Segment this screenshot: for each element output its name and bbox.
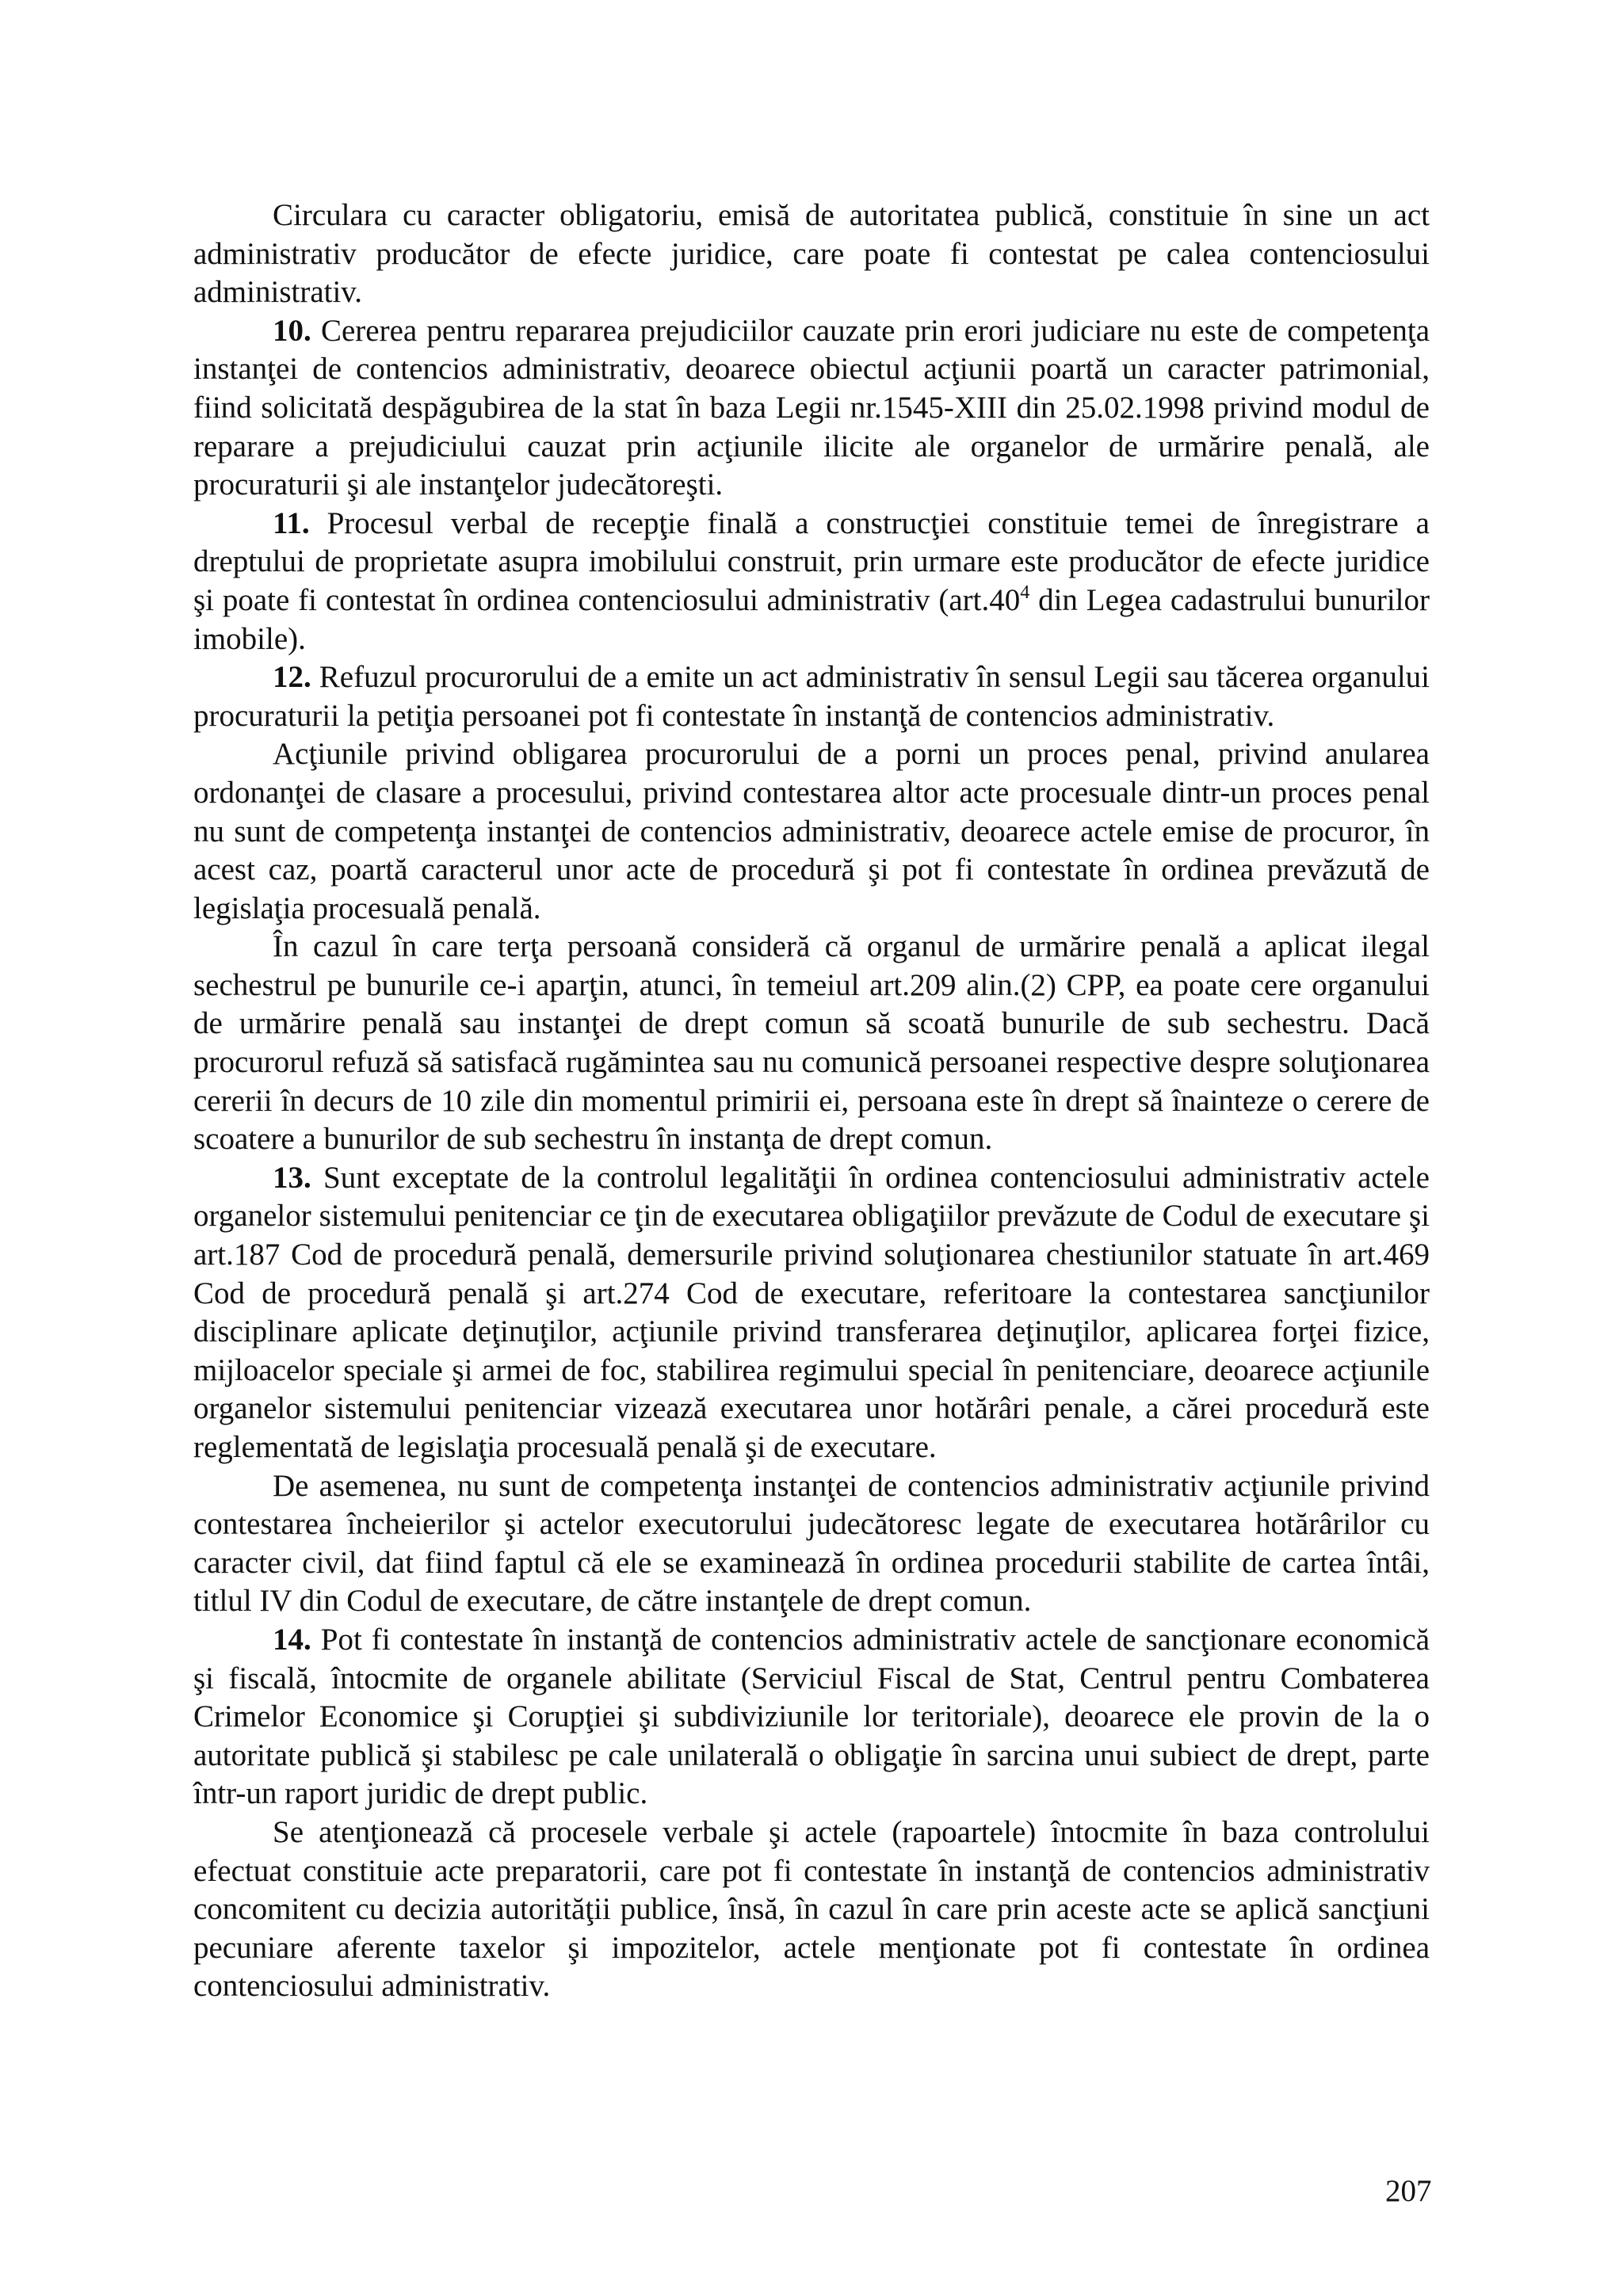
item-number: 10.	[273, 313, 311, 348]
paragraph-item-10: 10. Cererea pentru repararea prejudiciilor cauzate prin erori judiciare nu este de competenţa instanţei de contencios administrativ, deoarece obiectul acţiunii poartă un caracter patrimonial, fiind solicitată despăgubirea de la stat în baza Legii nr.1545-XIII din 25.02.1998 privind modul de reparare a prejudiciului cauzat prin acţiunile ilicite ale organelor de urmărire penală, ale procuraturii şi ale instanţelor judecătoreşti.	[193, 313, 1430, 502]
superscript: 4	[1020, 582, 1030, 603]
paragraph: De asemenea, nu sunt de competenţa instanţei de contencios administrativ acţiunile privind contestarea încheierilor şi actelor executorului judecătoresc legate de executarea hotărârilor cu caracter civil, dat fiind faptul că ele se examinează în ordinea procedurii stabilite de cartea întâi, titlul IV din Codul de executare, de către instanţele de drept comun.	[193, 1468, 1430, 1619]
item-number: 11.	[273, 505, 310, 540]
paragraph: Acţiunile privind obligarea procurorului de a porni un proces penal, privind anularea ordonanţei de clasare a procesului, privind contestarea altor acte procesuale dintr-un proces penal nu sunt de competenţa instanţei de contencios administrativ, deoarece actele emise de procuror, în acest caz, poartă caracterul unor acte de procedură şi pot fi contestate în ordinea prevăzută de legislaţia procesuală penală.	[193, 737, 1430, 925]
paragraph-item-11: 11. Procesul verbal de recepţie finală a construcţiei constituie temei de înregistrare a dreptului de proprietate asupra imobilului construit, prin urmare este producător de efecte juridice şi poate fi contestat în ordinea contenciosului administrativ ($art.40^4$ din Legea cadastrului bunurilor imobile).	[193, 505, 1430, 656]
paragraph: Se atenţionează că procesele verbale şi actele (rapoartele) întocmite în baza controlului efectuat constituie acte preparatorii, care pot fi contestate în instanţă de contencios administrativ concomitent cu decizia autorităţii publice, însă, în cazul în care prin aceste acte se aplică sancţiuni pecuniare aferente taxelor şi impozitelor, actele menţionate pot fi contestate în ordinea contenciosului administrativ.	[193, 1814, 1430, 2004]
page-number: 207	[1385, 2174, 1432, 2208]
item-number: 13.	[273, 1160, 311, 1195]
item-number: 12.	[273, 660, 311, 695]
body-text	[193, 196, 1430, 2006]
paragraph: În cazul în care terţa persoană consideră că organul de urmărire penală a aplicat ilegal sechestrul pe bunurile ce-i aparţin, atunci, în temeiul art.209 alin.(2) CPP, ea poate cere organului de urmărire penală sau instanţei de drept comun să scoată bunurile de sub sechestru. Dacă procurorul refuză să satisfacă rugămintea sau nu comunică persoanei respective despre soluţionarea cererii în decurs de 10 zile din momentul primirii ei, persoana este în drept să înainteze o cerere de scoatere a bunurilor de sub sechestru în instanţa de drept comun.	[193, 929, 1430, 1157]
paragraph: Circulara cu caracter obligatoriu, emisă de autoritatea publică, constituie în sine un act administrativ producător de efecte juridice, care poate fi contestat pe calea contenciosului administrativ.	[193, 198, 1430, 310]
paragraph-item-12: 12. Refuzul procurorului de a emite un act administrativ în sensul Legii sau tăcerea organului procuraturii la petiţia persoanei pot fi contestate în instanţă de contencios administrativ.	[193, 660, 1430, 733]
paragraph-item-13: 13. Sunt exceptate de la controlul legalităţii în ordinea contenciosului administrativ actele organelor sistemului penitenciar ce ţin de executarea obligaţiilor prevăzute de Codul de executare şi art.187 Cod de procedură penală, demersurile privind soluţionarea chestiunilor statuate în art.469 Cod de procedură penală şi art.274 Cod de executare, referitoare la contestarea sancţiunilor disciplinare aplicate deţinuţilor, acţiunile privind transferarea deţinuţilor, aplicarea forţei fizice, mijloacelor speciale şi armei de foc, stabilirea regimului special în penitenciare, deoarece acţiunile organelor sistemului penitenciar vizează executarea unor hotărâri penale, a cărei procedură este reglementată de legislaţia procesuală penală şi de executare.	[193, 1160, 1430, 1464]
paragraph-item-14: 14. Pot fi contestate în instanţă de contencios administrativ actele de sancţionare economică şi fiscală, întocmite de organele abilitate (Serviciul Fiscal de Stat, Centrul pentru Combaterea Crimelor Economice şi Corupţiei şi subdiviziunile lor teritoriale), deoarece ele provin de la o autoritate publică şi stabilesc pe cale unilaterală o obligaţie în sarcina unui subiect de drept, parte într-un raport juridic de drept public.	[193, 1622, 1430, 1811]
item-number: 14.	[273, 1622, 311, 1657]
